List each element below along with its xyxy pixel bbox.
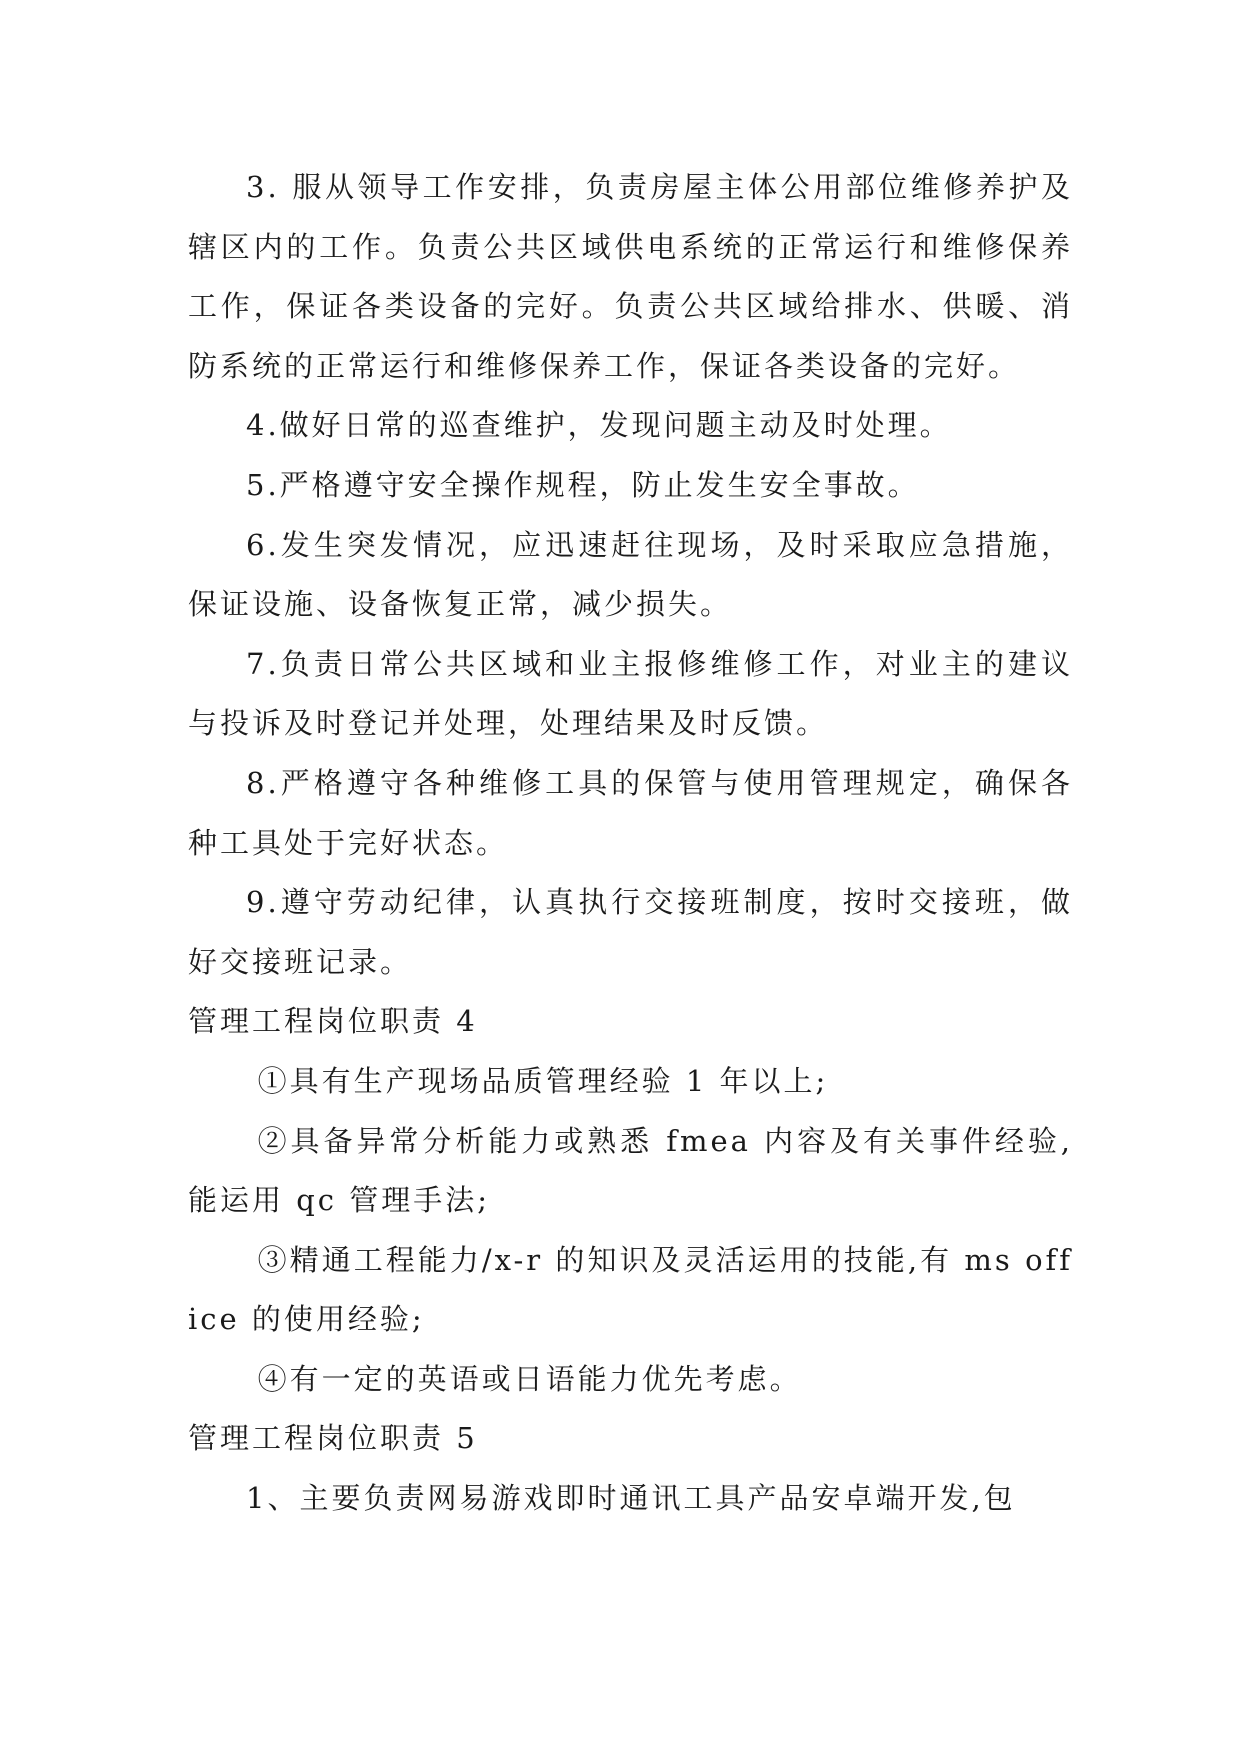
document-body bbox=[188, 158, 1073, 1529]
paragraph-duty-3: 3. 服从领导工作安排，负责房屋主体公用部位维修养护及辖区内的工作。负责公共区域供电系统的正常运行和维修保养工作，保证各类设备的完好。负责公共区域给排水、供暖、消防系统的正常运行和维修保养工作，保证各类设备的完好。 bbox=[188, 170, 1073, 383]
paragraph-duty-9: 9.遵守劳动纪律，认真执行交接班制度，按时交接班，做好交接班记录。 bbox=[188, 885, 1073, 979]
paragraph-duty-5: 5.严格遵守安全操作规程，防止发生安全事故。 bbox=[246, 467, 920, 502]
requirement-item-1: ①具有生产现场品质管理经验 1 年以上; bbox=[257, 1063, 829, 1098]
paragraph-duty-7: 7.负责日常公共区域和业主报修维修工作，对业主的建议与投诉及时登记并处理，处理结果及时反馈。 bbox=[188, 646, 1073, 741]
paragraph-duty-4: 4.做好日常的巡查维护，发现问题主动及时处理。 bbox=[246, 408, 952, 443]
section-heading-4: 管理工程岗位职责 4 bbox=[188, 1004, 478, 1039]
requirement-item-2: ②具备异常分析能力或熟悉 fmea 内容及有关事件经验,能运用 qc 管理手法; bbox=[188, 1123, 1073, 1218]
paragraph-duty-8: 8.严格遵守各种维修工具的保管与使用管理规定，确保各种工具处于完好状态。 bbox=[188, 765, 1073, 860]
paragraph-duty-6: 6.发生突发情况，应迅速赶往现场，及时采取应急措施，保证设施、设备恢复正常，减少损失。 bbox=[188, 527, 1073, 622]
requirement-item-4: ④有一定的英语或日语能力优先考虑。 bbox=[257, 1361, 802, 1396]
section-heading-5: 管理工程岗位职责 5 bbox=[188, 1421, 478, 1456]
requirement-item-3: ③精通工程能力/x-r 的知识及灵活运用的技能,有 ms office 的使用经验; bbox=[188, 1242, 1073, 1337]
paragraph-duty-5-1: 1、主要负责网易游戏即时通讯工具产品安卓端开发,包 bbox=[246, 1481, 1016, 1516]
